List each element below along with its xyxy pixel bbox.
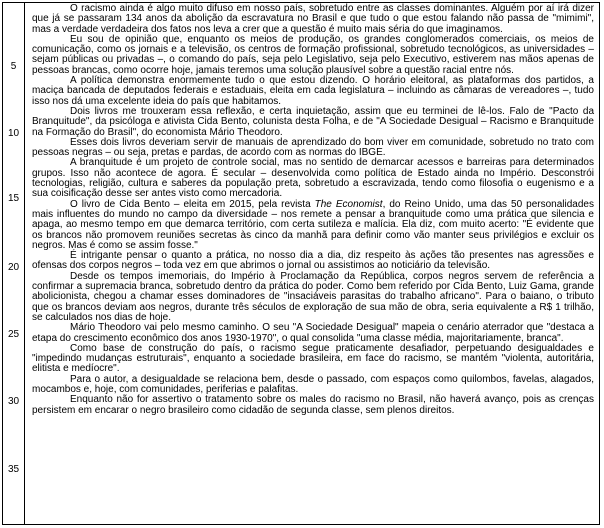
paragraph: Esses dois livros deveriam servir de manuais de aprendizado do bom viver em comunidade, sobretudo no trato com pessoas negras – ou seja, pretas e pardas, de acordo com as normas do IBGE. bbox=[32, 136, 594, 159]
paragraph: Para o autor, a desigualdade se relaciona bem, desde o passado, com espaços como quilombos, favelas, alagados, mocambos e, hoje, com comunidades, periferias e palafitas. bbox=[32, 373, 594, 395]
paragraph: A branquitude é um projeto de controle social, mas no sentido de demarcar acessos e barreiras para determinados grupos. Isso não acontece de agora. É secular – desenvolvida como política de Estado ainda no Império. Desconstrói tecnologias, religião, cultura e saberes da população preta, sobretudo a escravizada, tendo como filosofia o eugenismo e a sua coisificação desse ser antes visto como mercadoria. bbox=[32, 157, 594, 200]
line-number-25: 25 bbox=[7, 329, 20, 340]
paragraph: Desde os tempos imemoriais, do Império à Proclamação da República, corpos negros servem de referência a confirmar a supremacia branca, sobretudo dentro da prática do poder. Como bem referido por Cida Bento, Luiz Gama, grande abolicionista, chegou a chamar esses dominadores de "insaciáveis parasitas do trabalho africano". Para o baiano, o tributo que os brancos deviam aos negros, durante três séculos de exploração de sua mão de obra, seria equivalente a R$ 1 trilhão, se calculados nos dias de hoje. bbox=[32, 270, 594, 323]
magazine-title: The Economist bbox=[314, 198, 383, 210]
line-number-column bbox=[3, 3, 25, 524]
paragraph: Como base de construção do país, o racismo segue praticamente desafiador, perpetuando desigualdades e "impedindo mudanças estruturais", enquanto a sociedade brasileira, em face do racismo, se mantém "violenta, autoritária, elitista e medíocre". bbox=[32, 342, 594, 375]
text-frame bbox=[2, 2, 600, 525]
line-number-5: 5 bbox=[10, 61, 17, 72]
paragraph: O livro de Cida Bento – eleita em 2015, pela revista The Economist, do Reino Unido, uma das 50 personalidades mais influentes do mundo no campo da diversidade – nos remete a pensar a branquitude como uma prática que silencia e apaga, ao mesmo tempo em que demarca território, com certa sutileza e malícia. Ela diz, com muito acerto: "É evidente que os brancos não promovem reuniões secretas às cinco da manhã para definir como vão manter seus privilégios e excluir os negros. Mas é como se assim fosse." bbox=[32, 198, 594, 251]
line-number-35: 35 bbox=[7, 464, 20, 475]
line-number-10: 10 bbox=[7, 128, 20, 139]
paragraph: Eu sou de opinião que, enquanto os meios de produção, os grandes conglomerados comerciais, os meios de comunicação, como os jornais e a televisão, os centros de formação profissional, sobretudo tecnológicos, as universidades – sejam públicas ou privadas –, o comando do país, seja pelo Legislativo, seja pelo Executivo, estiverem nas mãos apenas de pessoas brancas, como ocorre hoje, jamais teremos uma solução plausível sobre a questão racial entre nós. bbox=[32, 33, 594, 76]
line-number-15: 15 bbox=[7, 193, 20, 204]
paragraph: Enquanto não for assertivo o tratamento sobre os males do racismo no Brasil, não haverá avanço, pois as crenças persistem em encarar o negro brasileiro como cidadão de segunda classe, sem plenos direitos. bbox=[32, 394, 594, 416]
paragraph: É intrigante pensar o quanto a prática, no nosso dia a dia, diz respeito às ações tão presentes nas agressões e ofensas dos corpos negros – toda vez em que abrimos o jornal ou assistimos ao noticiário da televisão. bbox=[32, 250, 594, 272]
line-number-30: 30 bbox=[7, 396, 20, 407]
article-body bbox=[32, 4, 594, 416]
line-number-20: 20 bbox=[7, 262, 20, 273]
paragraph: Dois livros me trouxeram essa reflexão, e certa inquietação, assim que eu terminei de lê-los. Falo de "Pacto da Branquitude", da psicóloga e ativista Cida Bento, colunista desta Folha, e de "A Sociedade Desigual – Racismo e Branquitude na Formação do Brasil", do economista Mário Theodoro. bbox=[32, 105, 594, 138]
paragraph: A política demonstra enormemente tudo o que estou dizendo. O horário eleitoral, as plataformas dos partidos, a maciça bancada de deputados federais e estaduais, eleita em cada legislatura – incluindo as câmaras de vereadores –, tudo isso nos dá uma excelente ideia do país que habitamos. bbox=[32, 75, 594, 107]
paragraph: Mário Theodoro vai pelo mesmo caminho. O seu "A Sociedade Desigual" mapeia o cenário aterrador que "destaca a etapa do crescimento econômico dos anos 1930-1970", o qual consolida "uma classe média, majoritariamente, branca". bbox=[32, 322, 594, 344]
paragraph: O racismo ainda é algo muito difuso em nosso país, sobretudo entre as classes dominantes. Alguém por aí irá dizer que já se passaram 134 anos da abolição da escravatura no Brasil e que tudo o que estou falando não passa de "mimimi", mas a verdade verdadeira dos fatos nos leva a crer que a questão é muito mais séria do que imaginamos. bbox=[32, 3, 594, 35]
